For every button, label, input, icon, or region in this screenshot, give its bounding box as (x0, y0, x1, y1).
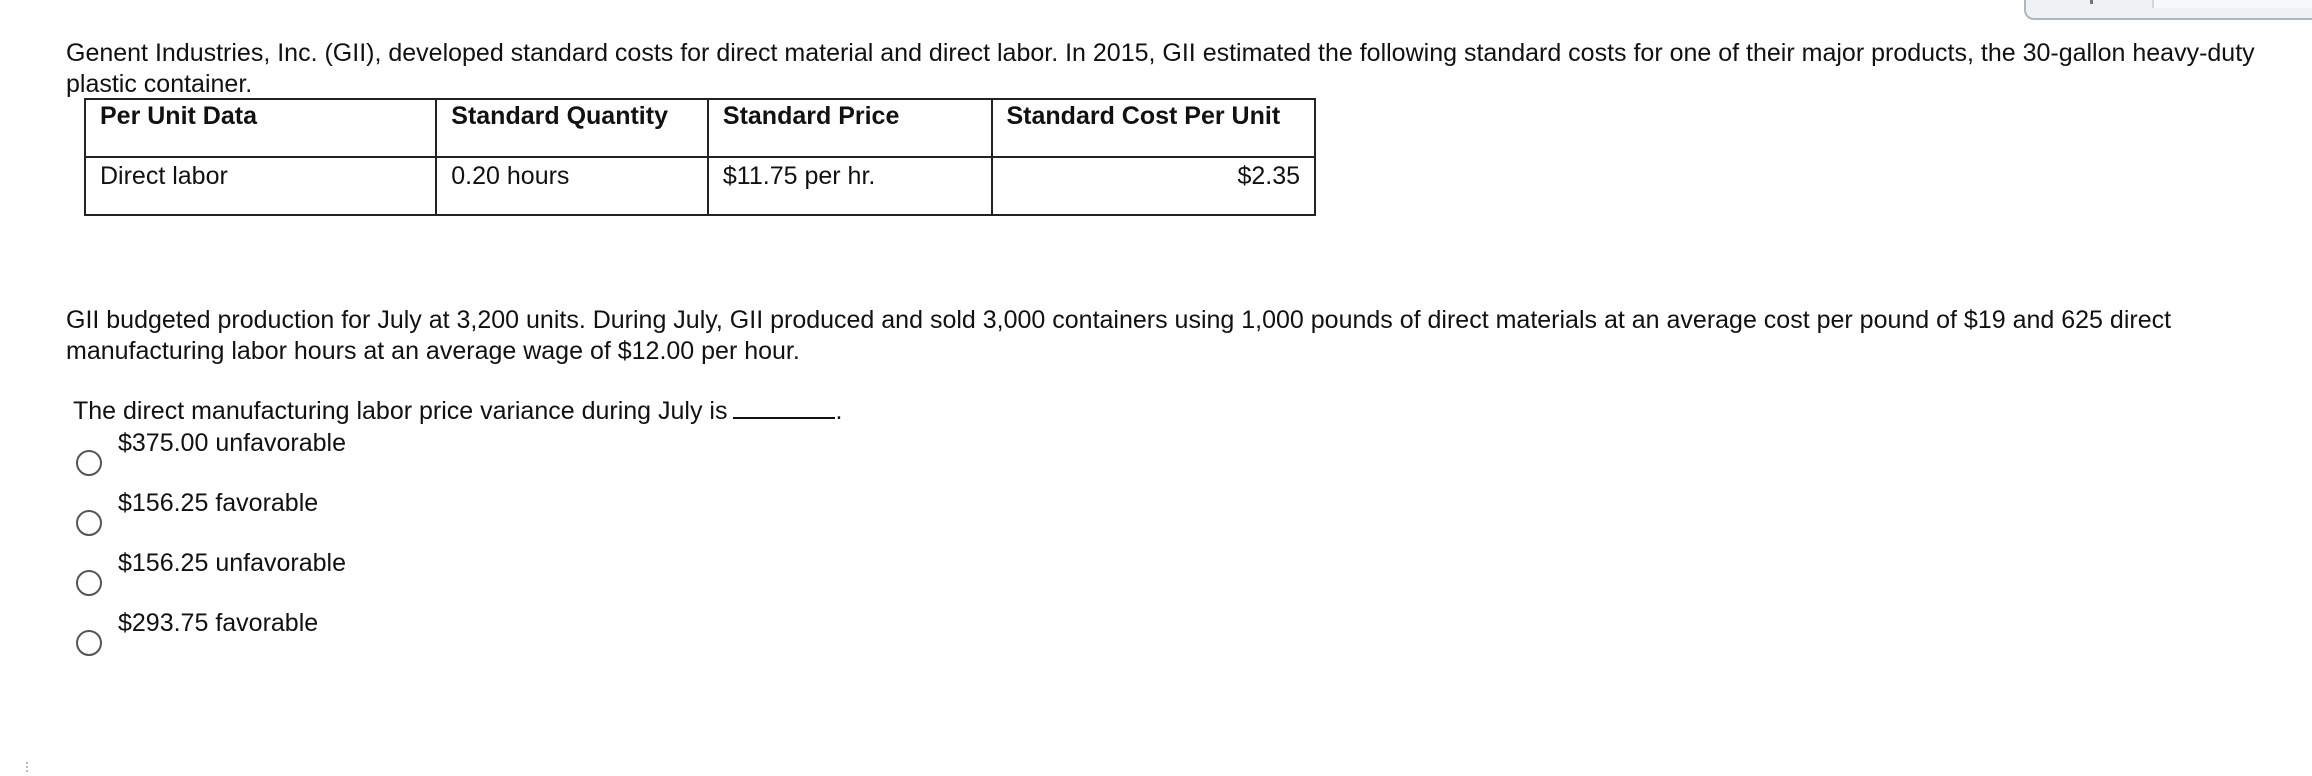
answer-option-label: $293.75 favorable (118, 609, 319, 637)
table-header-cell: Standard Cost Per Unit (992, 99, 1316, 157)
answer-option-4[interactable] (76, 608, 576, 668)
answer-option-label: $156.25 unfavorable (118, 549, 346, 577)
table-header-cell: Standard Price (708, 99, 992, 157)
answer-option-label: $156.25 favorable (118, 489, 319, 517)
standard-costs-table (84, 98, 1316, 216)
radio-button-icon[interactable] (76, 630, 102, 656)
question-prompt (73, 396, 842, 427)
table-cell: 0.20 hours (436, 157, 708, 215)
radio-button-icon[interactable] (76, 450, 102, 476)
answer-option-label: $375.00 unfavorable (118, 429, 346, 457)
page-edge-marker (26, 762, 30, 772)
toolbar-marker-icon (2090, 0, 2093, 4)
intro-text: Genent Industries, Inc. (GII), developed standard costs for direct material and direct labor. In 2015, GII estimated the following standard costs for one of their major products, the 30-gallon heavy-duty plastic container. (66, 39, 2255, 98)
toolbar-strip (2152, 0, 2312, 8)
answer-blank (733, 397, 835, 419)
table-header-cell: Per Unit Data (85, 99, 436, 157)
table-cell: Direct labor (85, 157, 436, 215)
answer-option-2[interactable] (76, 488, 576, 548)
table-cell: $11.75 per hr. (708, 157, 992, 215)
radio-button-icon[interactable] (76, 510, 102, 536)
question-prompt-end: . (835, 397, 843, 425)
radio-button-icon[interactable] (76, 570, 102, 596)
table-header-cell: Standard Quantity (436, 99, 708, 157)
question-prompt-text: The direct manufacturing labor price variance during July is (73, 397, 728, 425)
problem-details-text: GII budgeted production for July at 3,200 units. During July, GII produced and sold 3,000 containers using 1,000 pounds of direct materials at an average cost per pound of $19 and 625 direct manufacturing labor hours at an average wage of $12.00 per hour. (66, 306, 2172, 365)
answer-option-1[interactable] (76, 428, 576, 488)
table-row (85, 157, 1315, 215)
top-right-toolbar-tab[interactable] (2024, 0, 2312, 20)
answer-option-3[interactable] (76, 548, 576, 608)
table-cell: $2.35 (992, 157, 1316, 215)
table-header-row (85, 99, 1315, 157)
